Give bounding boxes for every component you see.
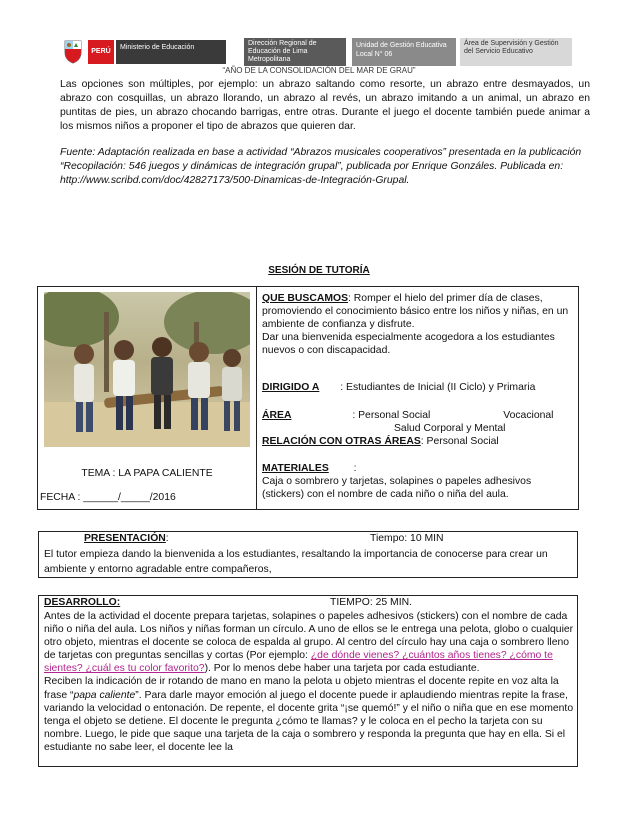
objective-label: QUE BUSCAMOS <box>262 293 349 304</box>
coat-of-arms-icon <box>62 38 84 64</box>
session-topic: TEMA : LA PAPA CALIENTE <box>81 468 213 479</box>
session-title: SESIÓN DE TUTORÍA <box>268 265 370 276</box>
peru-label: PERÚ <box>88 40 114 64</box>
session-date: FECHA : ______/_____/2016 <box>40 492 176 503</box>
materials-colon: : <box>353 463 357 474</box>
area-salud: Salud Corporal y Mental <box>394 423 506 434</box>
presentation-text: El tutor empieza dando la bienvenida a los estudiantes, resaltando la importancia de conocerse para crear un ambiente y entorno agradable entre compañeros, <box>44 549 548 575</box>
materials-label: MATERIALES <box>262 463 329 474</box>
area-supervision-label: Área de Supervisión y Gestión del Servicio Educativo <box>460 38 572 66</box>
objective-extra-1: Dar una bienvenida especialmente acogedora a los estudiantes <box>262 332 555 343</box>
children-photo <box>44 292 250 447</box>
development-text-4: ”. Para darle mayor emoción al juego el docente puede ir aplaudiendo mientras repite la frase, variando la velocidad o entonación. De repente, el docente grita “¡se quemó!” y el niño o niña que en ese momento tenga el objeto se detiene. El docente le pregunta ¿cómo te llamas? y le coloca en el pecho la tarjeta con su nombre. Luego, le pide que saque una tarjeta de la caja o sombrero y responda la pregunta que hay en ella. Si el estudiante no sabe leer, el docente lee la <box>44 689 574 753</box>
development-text-1: Antes de la actividad el docente prepara tarjetas, solapines o papeles adhesivos (stickers) con el nombre de cada niño o niña del aula. Los niños y niñas forman un círculo. A uno de ellos se le entrega una pelota, globo o cualquier otro objeto, mientras el docente se coloca de espalda al grupo. Al centro del círculo hay una caja o sombrero lleno de tarjetas con preguntas sencillas y cortas (Por ejemplo: <box>44 611 574 662</box>
related-areas-label: RELACIÓN CON OTRAS ÁREAS <box>262 436 421 447</box>
development-label: DESARROLLO: <box>44 597 121 608</box>
objective-extra-2: nuevos o con discapacidad. <box>262 345 391 356</box>
children-playing-image <box>44 292 250 447</box>
box-divider <box>256 286 257 510</box>
example-questions: ¿de dónde vienes? ¿cuántos años tienes? ¿cómo te sientes? ¿cuál es tu color favorito? <box>44 650 553 675</box>
presentation-heading: PRESENTACIÓN: <box>84 533 169 544</box>
ministry-label: Ministerio de Educación <box>116 40 226 64</box>
related-areas-text: : Personal Social <box>420 436 499 447</box>
related-areas-section <box>262 435 574 448</box>
source-paragraph: Fuente: Adaptación realizada en base a actividad “Abrazos musicales cooperativos” presentada en la publicación “Recopilación: 546 juegos y dinámicas de integración grupal”, publicada por Enrique Gonzáles. Publicada en: http://www.scribd.com/doc/42827173/500-Dinamicas-de-Integración-Grupal. <box>60 147 582 186</box>
intro-paragraph: Las opciones son múltiples, por ejemplo: un abrazo saltando como resorte, un abrazo entre desmayados, un abrazo con cosquillas, un abrazo llorando, un abrazo al revés, un abrazo imitando a un animal, un abrazo en puntitas de pies, un abrazo chocando barrigas, entre otras. Durante el juego el docente también puede animar a los mismos niños a proponer el tipo de abrazos que quieren dar. <box>60 79 590 132</box>
area-text: : Personal Social <box>352 410 431 421</box>
materials-section <box>262 462 574 501</box>
game-phrase: papa caliente <box>73 689 136 701</box>
dre-label: Dirección Regional de Educación de Lima Metropolitana <box>244 38 346 66</box>
target-label: DIRIGIDO A <box>262 382 320 393</box>
area-section <box>262 409 574 422</box>
ugel-label: Unidad de Gestión Educativa Local N° 06 <box>352 38 456 66</box>
presentation-label: PRESENTACIÓN <box>84 533 166 544</box>
development-text-3: Reciben la indicación de ir rotando de mano en mano la pelota u objeto mientras el docente repite en voz alta la frase “ <box>44 676 559 701</box>
materials-text: Caja o sombrero y tarjetas, solapines o papeles adhesivos (stickers) con el nombre de cada niño o niña del aula. <box>262 476 532 500</box>
target-text: : Estudiantes de Inicial (II Ciclo) y Primaria <box>340 382 536 393</box>
target-section <box>262 381 574 394</box>
development-text <box>44 610 576 754</box>
objective-section <box>262 292 574 357</box>
presentation-time: Tiempo: 10 MIN <box>370 533 444 544</box>
year-motto: “AÑO DE LA CONSOLIDACIÓN DEL MAR DE GRAU” <box>222 66 416 75</box>
development-time: TIEMPO: 25 MIN. <box>330 597 412 608</box>
objective-text: : Romper el hielo del primer día de clases, promoviendo el conocimiento básico entre los niños y niñas, en un ambiente de confianza y disfrute. <box>262 293 569 330</box>
development-text-2: ). Por lo menos debe haber una tarjeta por cada estudiante. <box>204 663 480 675</box>
area-label: ÁREA <box>262 410 292 421</box>
minedu-logo <box>60 38 230 66</box>
area-vocacional: Vocacional <box>503 410 554 421</box>
